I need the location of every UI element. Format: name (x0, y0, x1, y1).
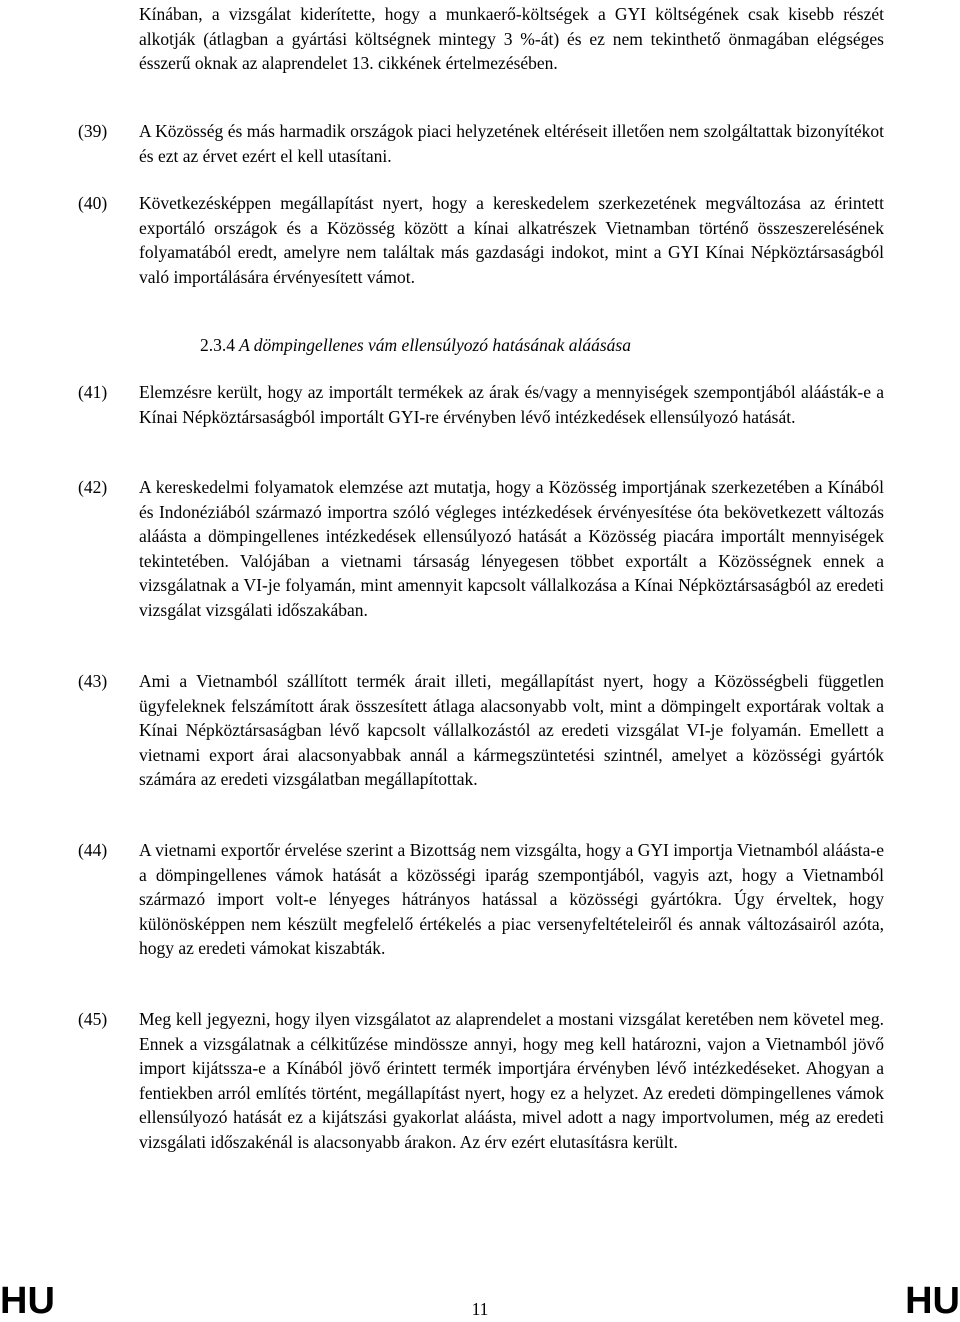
paragraph-text: A kereskedelmi folyamatok elemzése azt mutatja, hogy a Közösség importjának szerkezetében a Kínából és Indonéziából származó importra szóló végleges intézkedések érvényesítése óta bekövetkezett változás aláásta a dömpingellenes intézkedések ellensúlyozó hatását a Közösség piacára importált mennyiségek tekintetében. Valójában a vietnami társaság lényegesen többet exportált a Közösségnek ennek a vizsgálatnak a VI-je folyamán, mint amennyit kapcsolt vállalkozása a Kínai Népköztársaságból az eredeti vizsgálat vizsgálati időszakában. (139, 477, 884, 620)
paragraph-41 (78, 380, 884, 429)
continued-paragraph-text: Kínában, a vizsgálat kiderítette, hogy a munkaerő-költségek a GYI költségének csak kisebb részét alkotják (átlagban a gyártási költségnek mintegy 3 %-át) és ez nem tekinthető önmagában elégséges ésszerű oknak az alaprendelet 13. cikkének értelmezésében. (139, 4, 884, 73)
paragraph-text: Elemzésre került, hogy az importált termékek az árak és/vagy a mennyiségek szempontjából aláásták-e a Kínai Népköztársaságból importált GYI-re érvényben lévő intézkedések ellensúlyozó hatását. (139, 382, 884, 427)
paragraph-number: (44) (78, 840, 108, 860)
paragraph-text: A vietnami exportőr érvelése szerint a Bizottság nem vizsgálta, hogy a GYI importja Vietnamból aláásta-e a dömpingellenes vámok hatását a közösségi iparág szempontjából, vagyis azt, hogy a Vietnamból származó import volt-e lényeges hátrányos hatással a közösségi gyártókra. Úgy érveltek, hogy különösképpen nem készült megfelelő értékelés a piac versenyfeltételeiről és annak változásairól azóta, hogy az eredeti vámokat kiszabták. (139, 840, 884, 958)
paragraph-text: Meg kell jegyezni, hogy ilyen vizsgálatot az alaprendelet a mostani vizsgálat keretében nem követel meg. Ennek a vizsgálatnak a célkitűzése mindössze annyi, hogy meg kell határozni, vajon a Vietnamból jövő import kijátssza-e a Kínából jövő érintett termék importjára érvényben lévő intézkedéseket. Ahogyan a fentiekben arról említés történt, megállapítást nyert, hogy ez a helyzet. Az eredeti dömpingellenes vámok ellensúlyozó hatását ez a kijátszási gyakorlat aláásta, mivel adott a nagy importvolumen, még az eredeti vizsgálati időszakénál is alacsonyabb árakon. Az érv ezért elutasításra került. (139, 1009, 884, 1152)
footer-language-left: HU (0, 1280, 55, 1322)
paragraph-number: (41) (78, 382, 108, 402)
paragraph-text: Ami a Vietnamból szállított termék árait illeti, megállapítást nyert, hogy a Közösségbeli független ügyfeleknek felszámított árak összesített átlaga alacsonyabb volt, mint a dömpingelt exportárak voltak a Kínai Népköztársaságban lévő kapcsolt vállalkozástól az eredeti vizsgálat VI-je folyamán. Emellett a vietnami export árai alacsonyabbak annál a kármegszüntetési szintnél, amelyet a közösségi gyártók számára az eredeti vizsgálatban megállapítottak. (139, 671, 884, 789)
paragraph-number: (40) (78, 193, 108, 213)
paragraph-44 (78, 838, 884, 961)
paragraph-text: Következésképpen megállapítást nyert, hogy a kereskedelem szerkezetének megváltozása az érintett exportáló országok és a Közösség között a kínai alkatrészek Vietnamban történő összeszerelésének folyamatából eredt, amelyre nem találtak más gazdasági indokot, mint a GYI Kínai Népköztársaságból való importálására érvényesített vámot. (139, 193, 884, 287)
footer-language-right: HU (905, 1280, 960, 1322)
paragraph-39 (78, 119, 884, 168)
paragraph-number: (43) (78, 671, 108, 691)
paragraph-number: (42) (78, 477, 108, 497)
paragraph-42 (78, 475, 884, 622)
paragraph-43 (78, 669, 884, 792)
paragraph-text: A Közösség és más harmadik országok piaci helyzetének eltéréseit illetően nem szolgáltattak bizonyítékot és ezt az érvet ezért el kell utasítani. (139, 121, 884, 166)
paragraph-number: (45) (78, 1009, 108, 1029)
paragraph-40 (78, 191, 884, 289)
paragraph-number: (39) (78, 121, 108, 141)
page-number: 11 (471, 1299, 489, 1319)
section-number: 2.3.4 (200, 335, 235, 355)
section-title: A dömpingellenes vám ellensúlyozó hatásának aláásása (239, 335, 631, 355)
section-heading (200, 333, 631, 358)
paragraph-45 (78, 1007, 884, 1154)
